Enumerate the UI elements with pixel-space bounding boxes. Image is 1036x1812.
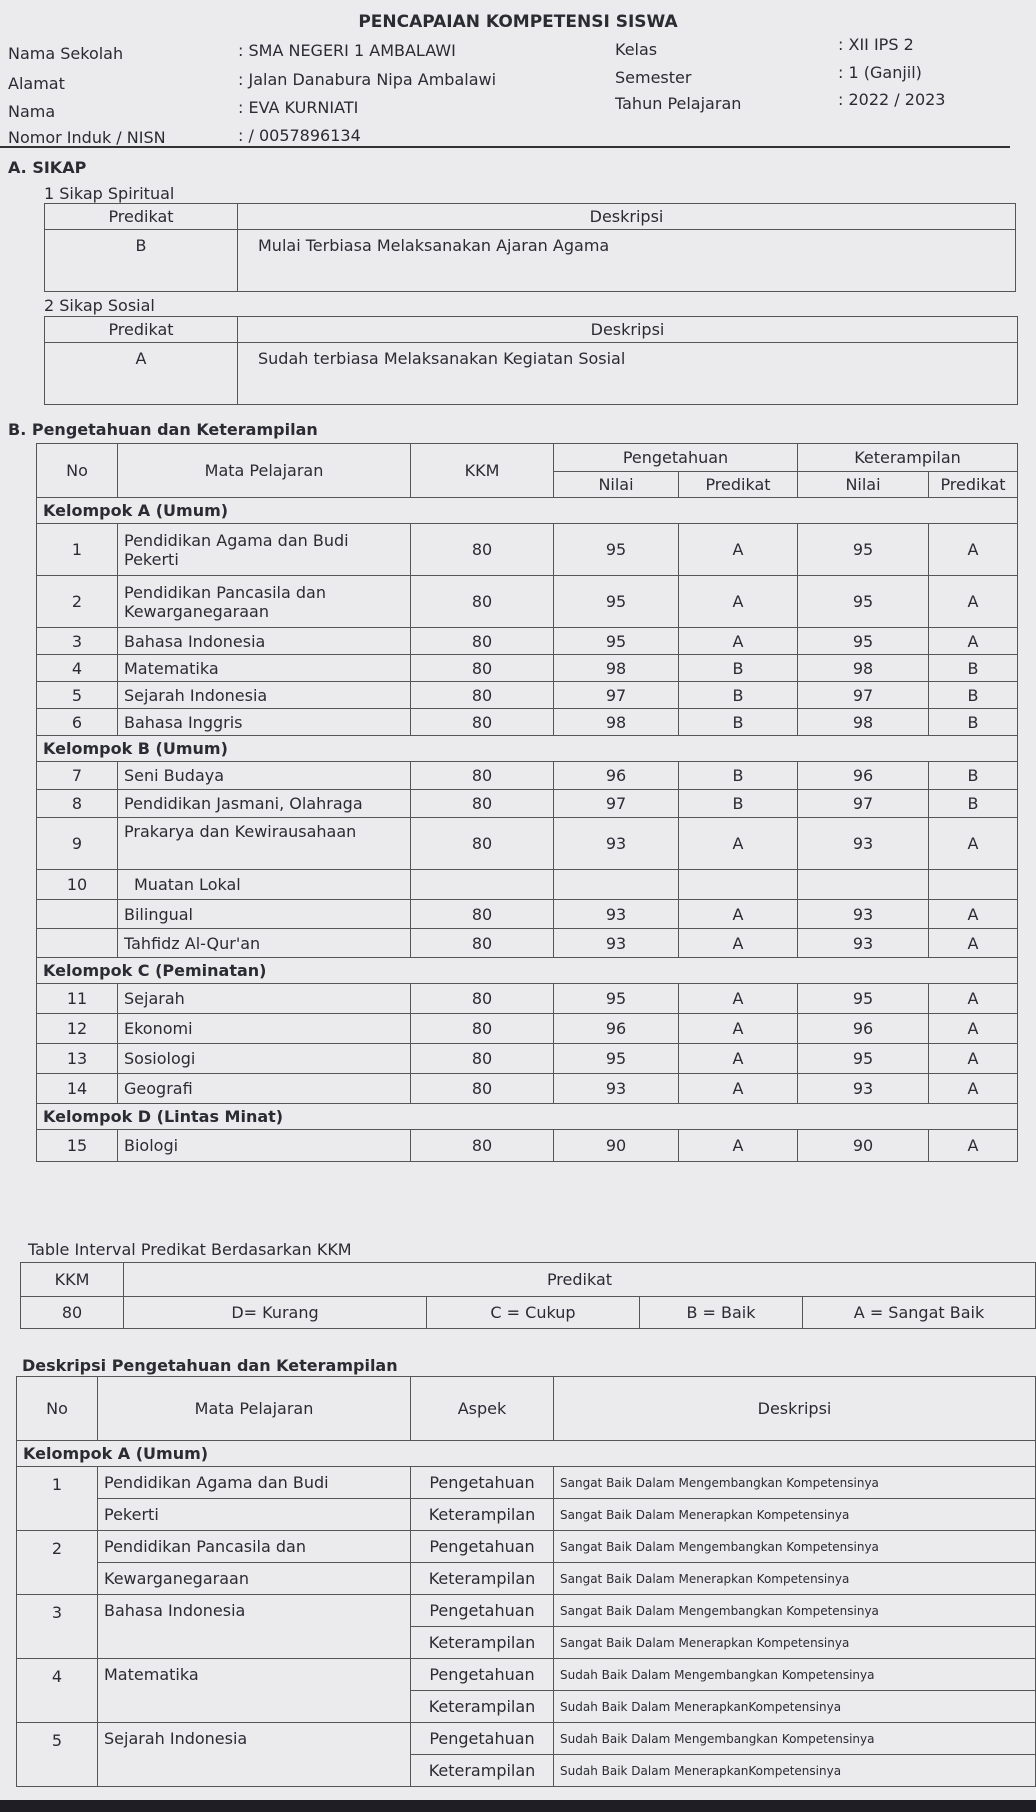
row-pengetahuan-nilai: 93 [554,929,679,958]
row-pengetahuan-nilai: 93 [554,818,679,870]
header-divider [0,146,1010,148]
row-kkm: 80 [411,576,554,628]
row-kkm: 80 [411,1014,554,1044]
row-keterampilan-nilai: 95 [798,576,929,628]
row-mapel: Pendidikan Agama dan Budi [98,1467,411,1499]
row-aspek: Keterampilan [411,1691,554,1723]
row-deskripsi: Sangat Baik Dalam Menerapkan Kompetensinya [554,1499,1036,1531]
row-no: 12 [37,1014,118,1044]
bottom-edge [0,1800,1036,1812]
table-row [37,524,1018,576]
row-pengetahuan-nilai: 95 [554,524,679,576]
row-no: 15 [37,1130,118,1162]
row-no: 8 [37,790,118,818]
col-deskripsi: Deskripsi [238,204,1016,230]
row-keterampilan-predikat: A [929,1130,1018,1162]
semester-value: : 1 (Ganjil) [838,63,922,82]
row-mapel: Matematika [98,1659,411,1723]
row-aspek: Keterampilan [411,1627,554,1659]
row-pengetahuan-predikat: B [679,655,798,682]
row-keterampilan-nilai: 97 [798,790,929,818]
sikap-sosial-table [44,316,1018,405]
spiritual-predikat: B [45,230,238,292]
row-mapel: Kewarganegaraan [98,1563,411,1595]
row-keterampilan-nilai: 93 [798,900,929,929]
row-no: 1 [37,524,118,576]
table-row [37,929,1018,958]
page-title: PENCAPAIAN KOMPETENSI SISWA [358,12,678,32]
nama-sekolah-value: : SMA NEGERI 1 AMBALAWI [238,41,456,60]
row-mapel: Bilingual [118,900,411,929]
row-pengetahuan-predikat: A [679,1074,798,1104]
row-keterampilan-predikat: A [929,576,1018,628]
sosial-deskripsi: Sudah terbiasa Melaksanakan Kegiatan Sosial [238,343,1018,405]
row-mapel: Biologi [118,1130,411,1162]
row-pengetahuan-predikat: B [679,790,798,818]
row-pengetahuan-predikat: B [679,762,798,790]
col-deskripsi: Deskripsi [238,317,1018,343]
semester-label: Semester [615,68,692,87]
row-deskripsi: Sudah Baik Dalam Mengembangkan Kompetensinya [554,1723,1036,1755]
interval-kkm: 80 [21,1297,124,1329]
col-pengetahuan: Pengetahuan [554,444,798,472]
row-no: 5 [37,682,118,709]
row-aspek: Keterampilan [411,1499,554,1531]
row-aspek: Pengetahuan [411,1467,554,1499]
nama-value: : EVA KURNIATI [238,98,359,117]
interval-d: D= Kurang [124,1297,427,1329]
deskripsi-col-mapel: Mata Pelajaran [98,1377,411,1441]
row-keterampilan-nilai: 93 [798,929,929,958]
row-deskripsi: Sangat Baik Dalam Menerapkan Kompetensinya [554,1627,1036,1659]
table-row [37,900,1018,929]
row-mapel: Seni Budaya [118,762,411,790]
row-no: 4 [17,1659,98,1723]
row-keterampilan-nilai: 95 [798,524,929,576]
row-no: 5 [17,1723,98,1787]
row-keterampilan-predikat: A [929,628,1018,655]
row-no: 13 [37,1044,118,1074]
interval-c: C = Cukup [427,1297,640,1329]
table-row [37,1044,1018,1074]
row-no: 3 [37,628,118,655]
kelas-label: Kelas [615,40,658,59]
col-predikat: Predikat [45,317,238,343]
deskripsi-table [16,1376,1036,1787]
row-no: 2 [37,576,118,628]
tahun-value: : 2022 / 2023 [838,90,946,109]
nama-label: Nama [8,102,56,121]
row-deskripsi: Sudah Baik Dalam MenerapkanKompetensinya [554,1755,1036,1787]
row-aspek: Pengetahuan [411,1595,554,1627]
deskripsi-row [17,1499,1036,1531]
group-label: Kelompok D (Lintas Minat) [37,1104,1018,1130]
row-keterampilan-nilai: 98 [798,709,929,736]
row-pengetahuan-nilai: 97 [554,790,679,818]
row-pengetahuan-predikat: A [679,1014,798,1044]
row-pengetahuan-nilai: 95 [554,984,679,1014]
row-keterampilan-predikat: A [929,524,1018,576]
row-no [37,900,118,929]
row-kkm: 80 [411,628,554,655]
row-keterampilan-predikat: B [929,709,1018,736]
row-keterampilan-nilai: 90 [798,1130,929,1162]
row-kkm: 80 [411,524,554,576]
row-mapel: Geografi [118,1074,411,1104]
row-aspek: Keterampilan [411,1755,554,1787]
row-mapel: Sosiologi [118,1044,411,1074]
row-mapel: Sejarah Indonesia [118,682,411,709]
nilai-table [36,443,1018,1162]
col-pengetahuan-predikat: Predikat [679,472,798,498]
row-aspek: Keterampilan [411,1563,554,1595]
table-row [37,818,1018,870]
row-keterampilan-predikat: A [929,929,1018,958]
nisn-label: Nomor Induk / NISN [8,128,166,147]
row-no: 14 [37,1074,118,1104]
row-pengetahuan-nilai: 95 [554,628,679,655]
row-pengetahuan-predikat: A [679,576,798,628]
deskripsi-row [17,1723,1036,1755]
row-keterampilan-nilai: 97 [798,682,929,709]
row-pengetahuan-predikat: A [679,984,798,1014]
row-pengetahuan-nilai: 93 [554,900,679,929]
deskripsi-row [17,1467,1036,1499]
row-pengetahuan-nilai: 97 [554,682,679,709]
group-label: Kelompok C (Peminatan) [37,958,1018,984]
table-row [37,628,1018,655]
row-mapel: Pendidikan Pancasila dan [98,1531,411,1563]
row-pengetahuan-nilai: 98 [554,655,679,682]
row-aspek: Pengetahuan [411,1723,554,1755]
row-keterampilan-predikat: B [929,790,1018,818]
alamat-value: : Jalan Danabura Nipa Ambalawi [238,70,497,89]
row-keterampilan-nilai: 95 [798,628,929,655]
row-keterampilan-nilai: 98 [798,655,929,682]
row-pengetahuan-predikat: A [679,929,798,958]
row-keterampilan-predikat: A [929,900,1018,929]
nama-sekolah-label: Nama Sekolah [8,44,124,63]
interval-b: B = Baik [640,1297,803,1329]
row-keterampilan-nilai: 95 [798,984,929,1014]
row-pengetahuan-nilai: 93 [554,1074,679,1104]
row-kkm: 80 [411,984,554,1014]
row-mapel: Matematika [118,655,411,682]
group-label: Kelompok B (Umum) [37,736,1018,762]
table-row [37,576,1018,628]
row-pengetahuan-predikat: A [679,628,798,655]
muatan-lokal-label: Muatan Lokal [118,870,411,900]
table-row [37,655,1018,682]
alamat-label: Alamat [8,74,65,93]
nilai-heading: B. Pengetahuan dan Keterampilan [8,420,318,439]
deskripsi-row [17,1531,1036,1563]
row-pengetahuan-predikat: A [679,900,798,929]
col-keterampilan: Keterampilan [798,444,1018,472]
row-no [37,929,118,958]
row-pengetahuan-predikat: A [679,1130,798,1162]
nisn-value: : / 0057896134 [238,126,361,145]
row-keterampilan-predikat: A [929,818,1018,870]
row-no: 2 [17,1531,98,1595]
table-row [37,762,1018,790]
table-row [37,1074,1018,1104]
row-keterampilan-nilai: 93 [798,818,929,870]
row-pengetahuan-nilai: 96 [554,762,679,790]
deskripsi-row [17,1659,1036,1691]
col-keterampilan-nilai: Nilai [798,472,929,498]
row-mapel: Sejarah [118,984,411,1014]
tahun-label: Tahun Pelajaran [615,94,742,113]
row-pengetahuan-predikat: B [679,709,798,736]
row-kkm: 80 [411,1130,554,1162]
row-mapel: Prakarya dan Kewirausahaan [118,818,411,870]
row-mapel: Sejarah Indonesia [98,1723,411,1787]
row-keterampilan-predikat: A [929,1074,1018,1104]
sosial-predikat: A [45,343,238,405]
table-row [37,790,1018,818]
col-kkm: KKM [411,444,554,498]
row-kkm: 80 [411,762,554,790]
interval-table [20,1262,1036,1329]
interval-col-kkm: KKM [21,1263,124,1297]
row-mapel: Pendidikan Agama dan Budi Pekerti [118,524,411,576]
row-kkm: 80 [411,655,554,682]
row-mapel: Bahasa Indonesia [118,628,411,655]
row-deskripsi: Sangat Baik Dalam Mengembangkan Kompetensinya [554,1595,1036,1627]
row-mapel: Ekonomi [118,1014,411,1044]
table-row [37,1130,1018,1162]
col-predikat: Predikat [45,204,238,230]
row-pengetahuan-nilai: 95 [554,1044,679,1074]
col-pengetahuan-nilai: Nilai [554,472,679,498]
row-keterampilan-predikat: A [929,984,1018,1014]
row-kkm: 80 [411,1074,554,1104]
row-no: 9 [37,818,118,870]
row-keterampilan-predikat: B [929,682,1018,709]
spiritual-deskripsi: Mulai Terbiasa Melaksanakan Ajaran Agama [238,230,1016,292]
row-mapel: Bahasa Inggris [118,709,411,736]
row-no: 7 [37,762,118,790]
row-no: 4 [37,655,118,682]
row-deskripsi: Sangat Baik Dalam Mengembangkan Kompetensinya [554,1531,1036,1563]
interval-a: A = Sangat Baik [803,1297,1036,1329]
row-mapel: Pendidikan Pancasila dan Kewarganegaraan [118,576,411,628]
sikap-spiritual-title: 1 Sikap Spiritual [44,184,175,203]
col-keterampilan-predikat: Predikat [929,472,1018,498]
row-kkm: 80 [411,900,554,929]
table-row [37,984,1018,1014]
row-keterampilan-predikat: B [929,762,1018,790]
row-kkm: 80 [411,790,554,818]
row-kkm: 80 [411,682,554,709]
interval-title: Table Interval Predikat Berdasarkan KKM [28,1240,352,1259]
row-kkm: 80 [411,709,554,736]
row-pengetahuan-predikat: B [679,682,798,709]
row-pengetahuan-nilai: 98 [554,709,679,736]
deskripsi-col-deskripsi: Deskripsi [554,1377,1036,1441]
group-label: Kelompok A (Umum) [17,1441,1036,1467]
row-kkm: 80 [411,929,554,958]
row-keterampilan-predikat: B [929,655,1018,682]
row-keterampilan-predikat: A [929,1014,1018,1044]
sikap-spiritual-table [44,203,1016,292]
muatan-lokal-row [37,870,1018,900]
row-keterampilan-nilai: 96 [798,762,929,790]
row-keterampilan-predikat: A [929,1044,1018,1074]
row-no: 1 [17,1467,98,1531]
row-pengetahuan-predikat: A [679,1044,798,1074]
deskripsi-row [17,1563,1036,1595]
sikap-heading: A. SIKAP [8,158,87,177]
group-label: Kelompok A (Umum) [37,498,1018,524]
row-pengetahuan-predikat: A [679,524,798,576]
deskripsi-col-no: No [17,1377,98,1441]
deskripsi-row [17,1595,1036,1627]
row-no: 3 [17,1595,98,1659]
row-kkm: 80 [411,818,554,870]
row-deskripsi: Sangat Baik Dalam Mengembangkan Kompetensinya [554,1467,1036,1499]
col-mapel: Mata Pelajaran [118,444,411,498]
row-keterampilan-nilai: 95 [798,1044,929,1074]
col-no: No [37,444,118,498]
row-no: 11 [37,984,118,1014]
deskripsi-title: Deskripsi Pengetahuan dan Keterampilan [22,1356,398,1375]
row-no: 6 [37,709,118,736]
row-mapel: Bahasa Indonesia [98,1595,411,1659]
row-keterampilan-nilai: 96 [798,1014,929,1044]
row-deskripsi: Sudah Baik Dalam Mengembangkan Kompetensinya [554,1659,1036,1691]
row-mapel: Pendidikan Jasmani, Olahraga [118,790,411,818]
row-deskripsi: Sudah Baik Dalam MenerapkanKompetensinya [554,1691,1036,1723]
row-deskripsi: Sangat Baik Dalam Menerapkan Kompetensinya [554,1563,1036,1595]
row-aspek: Pengetahuan [411,1659,554,1691]
row-no: 10 [37,870,118,900]
deskripsi-col-aspek: Aspek [411,1377,554,1441]
row-pengetahuan-nilai: 90 [554,1130,679,1162]
row-pengetahuan-nilai: 95 [554,576,679,628]
interval-col-predikat: Predikat [124,1263,1036,1297]
sikap-sosial-title: 2 Sikap Sosial [44,296,155,315]
table-row [37,709,1018,736]
row-pengetahuan-nilai: 96 [554,1014,679,1044]
row-mapel: Tahfidz Al-Qur'an [118,929,411,958]
row-kkm: 80 [411,1044,554,1074]
table-row [37,1014,1018,1044]
row-aspek: Pengetahuan [411,1531,554,1563]
kelas-value: : XII IPS 2 [838,35,914,54]
row-mapel: Pekerti [98,1499,411,1531]
table-row [37,682,1018,709]
row-pengetahuan-predikat: A [679,818,798,870]
row-keterampilan-nilai: 93 [798,1074,929,1104]
